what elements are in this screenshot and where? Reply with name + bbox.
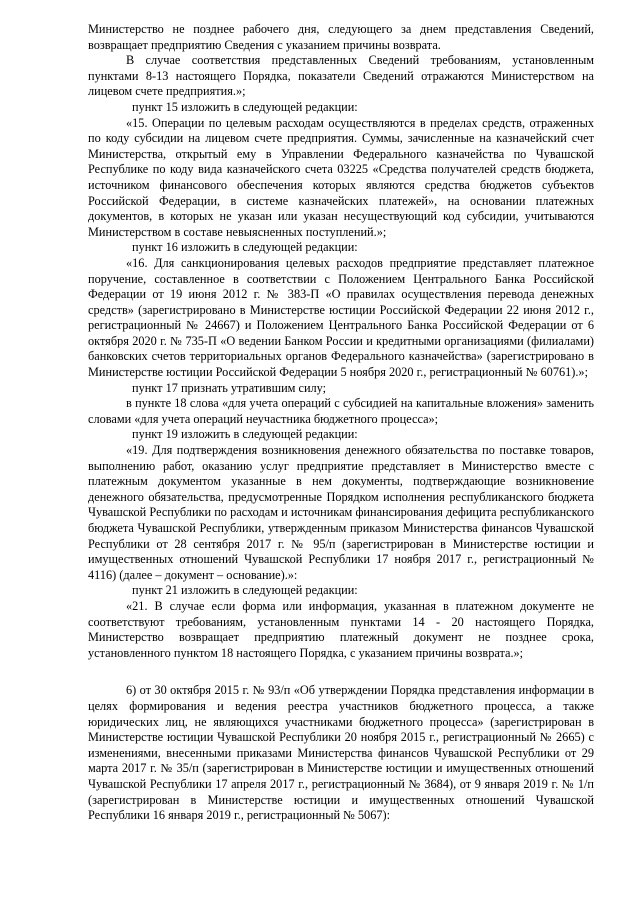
paragraph-item-18: в пункте 18 слова «для учета операций с субсидией на капитальные вложения» заменить словами «для учета операций неучастника бюджетного процесса»; xyxy=(88,396,594,426)
paragraph-item-17: пункт 17 признать утратившим силу; xyxy=(132,380,327,395)
paragraph-item-19-heading: пункт 19 изложить в следующей редакции: xyxy=(132,427,358,442)
paragraph-item-16: «16. Для санкционирования целевых расходов предприятие представляет платежное поручение, составленное в соответствии с Положением Центрального Банка Российской Федерации от 19 июня 2012 г. № 383-П «О правилах осуществления перевода денежных средств» (зарегистрировано в Министерстве юстиции Российской Федерации 22 июня 2012 г., регистрационный № 24667) и Положением Центрального Банка Российской Федерации от 6 октября 2020 г. № 735-П «О ведении Банком России и кредитными организациями (филиалами) банковских счетов территориальных органов Федерального казначейства» (зарегистрировано в Министерстве юстиции Российской Федерации 5 ноября 2020 г., регистрационный № 60761).»; xyxy=(88,255,594,380)
document-page xyxy=(88,22,594,824)
paragraph-order-6: 6) от 30 октября 2015 г. № 93/п «Об утверждении Порядка представления информации в целях формирования и ведения реестра участников бюджетного процесса, а также юридических лиц, не являющихся участниками бюджетного процесса» (зарегистрирован в Министерстве юстиции Чувашской Республики 20 ноября 2015 г., регистрационный № 2665) с изменениями, внесенными приказами Министерства финансов Чувашской Республики от 29 марта 2017 г. № 35/п (зарегистрирован в Министерстве юстиции и имущественных отношений Чувашской Республики 17 апреля 2017 г., регистрационный № 3684), от 9 января 2019 г. № 1/п (зарегистрирован в Министерстве юстиции и имущественных отношений Чувашской Республики 16 января 2019 г., регистрационный № 5067): xyxy=(88,683,594,823)
paragraph-item-21-heading: пункт 21 изложить в следующей редакции: xyxy=(132,583,358,598)
paragraph-item-19: «19. Для подтверждения возникновения денежного обязательства по поставке товаров, выполнению работ, оказанию услуг предприятие представляет в Министерство вместе с платежным документом указанные в нем документы, подтверждающие возникновение денежного обязательства, предусмотренные Порядком исполнения республиканского бюджета Чувашской Республики по расходам и источникам финансирования дефицита республиканского бюджета Чувашской Республики, утвержденным приказом Министерства финансов Чувашской Республики от 28 сентября 2017 г. № 95/п (зарегистрирован в Министерстве юстиции и имущественных отношений Чувашской Республики 17 ноября 2017 г., регистрационный № 4116) (далее – документ – основание).»: xyxy=(88,443,594,582)
paragraph-item-15: «15. Операции по целевым расходам осуществляются в пределах средств, отраженных по коду субсидии на лицевом счете предприятия. Суммы, зачисленные на казначейский счет Министерства, открытый ему в Управлении Федерального казначейства по Чувашской Республике по коду вида казначейского счета 03225 «Средства получателей средств бюджета, источником финансового обеспечения которых являются средства бюджетов субъектов Российской Федерации, в системе казначейских платежей», на основании платежных документов, в которых не указан или указан несуществующий код субсидии, учитываются Министерством в составе невыясненных поступлений.»; xyxy=(88,115,594,239)
paragraph-gap xyxy=(88,661,594,683)
paragraph-item-21: «21. В случае если форма или информация, указанная в платежном документе не соответствуют требованиям, установленным пунктами 14 - 20 настоящего Порядка, Министерство возвращает предприятию платежный документ не позднее срока, установленного пунктом 18 настоящего Порядка, с указанием причины возврата.»; xyxy=(88,598,594,660)
paragraph-compliance: В случае соответствия представленных Сведений требованиям, установленным пунктами 8-13 настоящего Порядка, показатели Сведений отражаются Министерством на лицевом счете предприятия.»; xyxy=(88,53,594,99)
paragraph-item-16-heading: пункт 16 изложить в следующей редакции: xyxy=(132,240,358,255)
paragraph-item-15-heading: пункт 15 изложить в следующей редакции: xyxy=(132,99,358,114)
paragraph-return-info: Министерство не позднее рабочего дня, следующего за днем представления Сведений, возвращает предприятию Сведения с указанием причины возврата. xyxy=(88,22,594,52)
